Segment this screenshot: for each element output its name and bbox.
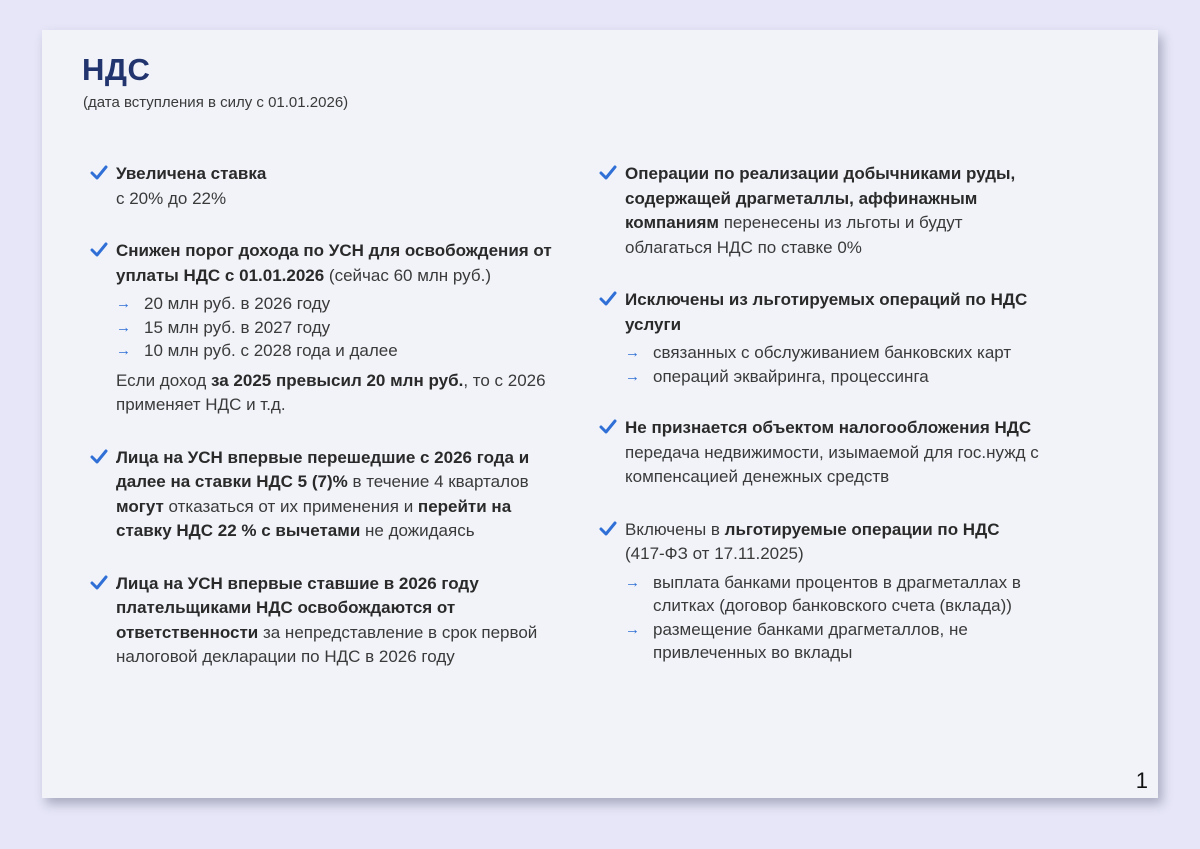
sub-list-item (116, 339, 560, 363)
list-item (90, 239, 560, 418)
item-text (116, 239, 560, 288)
sub-item-text: выплата банками процентов в драгметаллах в слитках (договор банковского счета (вклада)) (653, 572, 1021, 615)
checkmark-icon (90, 446, 108, 468)
item-bold: могут (116, 496, 164, 516)
sub-item-text: 20 млн руб. в 2026 году (144, 294, 331, 313)
item-text (625, 288, 1049, 337)
list-item (90, 446, 560, 544)
page-title: НДС (82, 52, 151, 87)
sub-list-item (116, 316, 560, 340)
sub-list-item (625, 341, 1049, 365)
arrow-right-icon: → (625, 573, 640, 591)
list-item (599, 162, 1049, 260)
sub-item-text: связанных с обслуживанием банковских карт (653, 343, 1012, 362)
item-body: (417-ФЗ от 17.11.2025) (625, 544, 804, 563)
list-item (599, 416, 1049, 490)
item-body: перенесены из льготы и будут облагаться НДС по ставке 0% (625, 213, 963, 257)
sub-item-text: 10 млн руб. с 2028 года и далее (144, 341, 398, 360)
slide (42, 30, 1158, 798)
checkmark-icon (599, 162, 617, 184)
sub-list (625, 571, 1049, 665)
page-subtitle: (дата вступления в силу с 01.01.2026) (83, 94, 349, 111)
sub-list (116, 292, 560, 363)
list-item (599, 288, 1049, 388)
item-heading: Увеличена ставка (116, 164, 267, 183)
item-heading: льготируемые операции по НДС (724, 519, 1000, 539)
arrow-right-icon: → (116, 342, 131, 359)
sub-item-text: операций эквайринга, процессинга (653, 366, 929, 386)
left-column (90, 162, 560, 698)
checkmark-icon (599, 288, 617, 310)
right-column (599, 162, 1049, 693)
page-number: 1 (1135, 768, 1148, 793)
item-body: (сейчас 60 млн руб.) (324, 265, 491, 285)
sub-list-item (116, 292, 560, 316)
item-note (116, 369, 560, 418)
item-body: передача недвижимости, изымаемой для гос.нужд с компенсацией денежных средств (625, 442, 1039, 486)
checkmark-icon (599, 416, 617, 438)
item-body: в течение 4 кварталов (347, 472, 529, 491)
item-heading: Не признается объектом налогообложения НДС (625, 418, 1032, 437)
checkmark-icon (90, 239, 108, 261)
arrow-right-icon: → (625, 620, 640, 638)
item-text (625, 162, 1049, 260)
list-item (599, 518, 1049, 665)
item-heading: Лица на УСН впервые ставшие в 2026 году плательщиками НДС освобождаются от ответственности (116, 573, 479, 642)
note-text: Если доход (116, 370, 212, 390)
item-heading: Лица на УСН впервые перешедшие с 2026 года и далее на ставки НДС 5 (7)% (116, 447, 530, 491)
item-body: не дожидаясь (360, 521, 475, 540)
item-heading: Исключены из льготируемых операций по НДС услуги (625, 290, 1028, 334)
sub-list (625, 341, 1049, 388)
list-item (90, 162, 560, 211)
checkmark-icon (90, 162, 108, 184)
item-text (625, 416, 1049, 490)
arrow-right-icon: → (625, 344, 640, 361)
item-text (116, 446, 560, 544)
item-text (116, 572, 560, 670)
sub-item-text: размещение банками драгметаллов, не привлеченных во вклады (653, 619, 968, 662)
item-body: с 20% до 22% (116, 188, 227, 208)
item-heading: Операции по реализации добычниками руды, содержащей драгметаллы, аффинажным компаниям (625, 164, 1016, 232)
checkmark-icon (599, 518, 617, 540)
list-item (90, 572, 560, 670)
sub-item-text: 15 млн руб. в 2027 году (144, 317, 331, 337)
arrow-right-icon: → (625, 367, 640, 385)
sub-list-item (625, 618, 1049, 665)
item-bold: перейти на ставку НДС 22 % с вычетами (116, 496, 512, 540)
checkmark-icon (90, 572, 108, 594)
item-text (625, 518, 1049, 567)
item-body: Включены в (625, 519, 725, 539)
arrow-right-icon: → (116, 318, 131, 336)
item-text (116, 162, 560, 211)
arrow-right-icon: → (116, 295, 131, 312)
sub-list-item (625, 571, 1049, 618)
item-body: отказаться от их применения и (163, 496, 418, 516)
note-text: , то с 2026 применяет НДС и т.д. (116, 370, 546, 414)
note-bold: за 2025 превысил 20 млн руб. (211, 370, 464, 390)
item-body: за непредставление в срок первой налоговой декларации по НДС в 2026 году (116, 622, 538, 666)
item-heading: Снижен порог дохода по УСН для освобождения от уплаты НДС с 01.01.2026 (116, 241, 552, 285)
sub-list-item (625, 365, 1049, 389)
